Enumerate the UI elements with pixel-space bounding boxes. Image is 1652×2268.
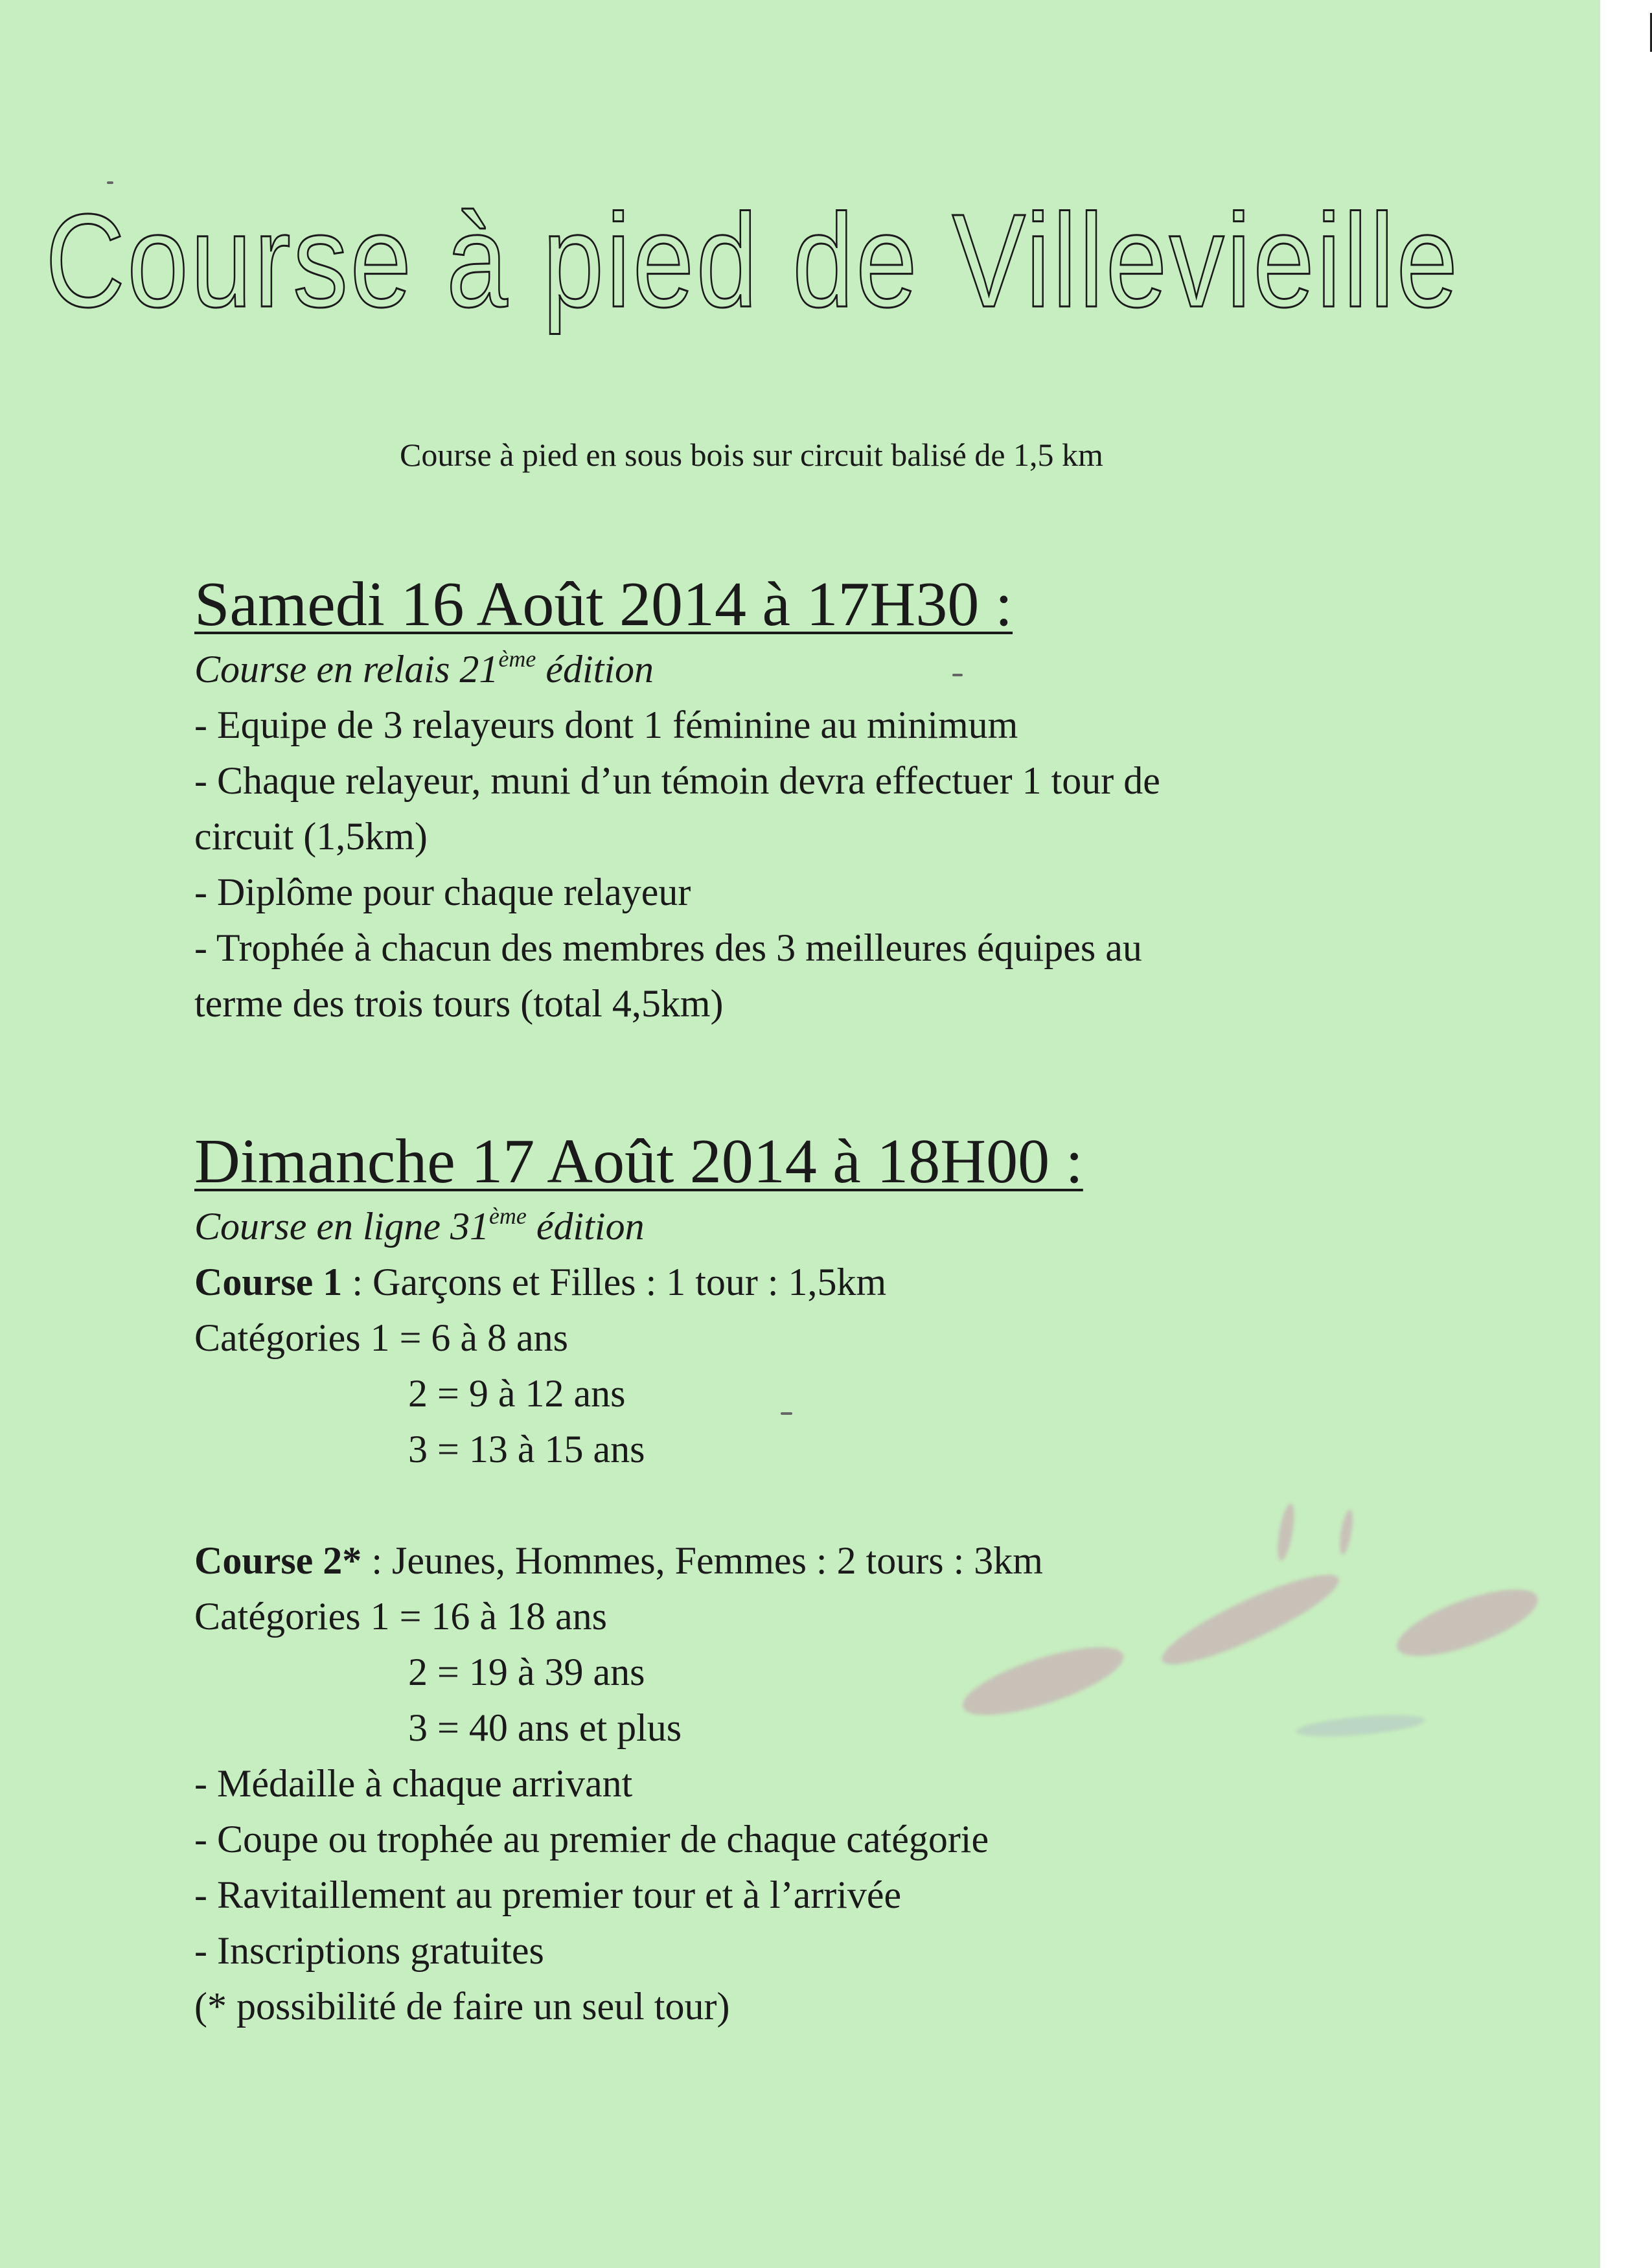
saturday-line: terme des trois tours (total 4,5km): [194, 981, 724, 1025]
saturday-line: - Equipe de 3 relayeurs dont 1 féminine au minimum: [194, 703, 1018, 746]
course2-category: 2 = 19 à 39 ans: [408, 1650, 645, 1693]
sunday-line: (* possibilité de faire un seul tour): [194, 1984, 730, 2028]
course1-desc: : Garçons et Filles : 1 tour : 1,5km: [342, 1260, 887, 1303]
saturday-edition-tail: édition: [536, 647, 654, 691]
flyer-subtitle: Course à pied en sous bois sur circuit balisé de 1,5 km: [400, 437, 1103, 473]
sunday-edition-tail: édition: [526, 1204, 645, 1248]
section-spacer: [194, 1477, 1522, 1533]
sunday-line: - Inscriptions gratuites: [194, 1929, 544, 1972]
saturday-section: [194, 570, 1522, 1031]
saturday-line: - Chaque relayeur, muni d’un témoin devra effectuer 1 tour de: [194, 759, 1160, 802]
sunday-line: - Coupe ou trophée au premier de chaque catégorie: [194, 1817, 989, 1861]
saturday-line: - Trophée à chacun des membres des 3 meilleures équipes au: [194, 926, 1142, 969]
course2-categories-label: Catégories 1 = 16 à 18 ans: [194, 1594, 608, 1638]
course1-line: [194, 1254, 1522, 1310]
saturday-edition: [194, 641, 1522, 697]
course2-desc: : Jeunes, Hommes, Femmes : 2 tours : 3km: [361, 1539, 1043, 1582]
course2-label: Course 2*: [194, 1539, 362, 1582]
scan-speck: [952, 674, 963, 676]
scan-speck: [107, 181, 113, 184]
course1-categories-label: Catégories 1 = 6 à 8 ans: [194, 1316, 569, 1359]
sunday-edition: [194, 1198, 1522, 1254]
saturday-heading: Samedi 16 Août 2014 à 17H30 :: [194, 569, 1013, 639]
sunday-heading: Dimanche 17 Août 2014 à 18H00 :: [194, 1127, 1083, 1197]
sunday-line: - Ravitaillement au premier tour et à l’arrivée: [194, 1873, 902, 1916]
sunday-edition-text: Course en ligne 31: [194, 1204, 489, 1248]
saturday-edition-text: Course en relais 21: [194, 647, 499, 691]
course1-category: 3 = 13 à 15 ans: [408, 1427, 645, 1471]
course1-label: Course 1: [194, 1260, 343, 1303]
course1-category: 2 = 9 à 12 ans: [408, 1371, 626, 1415]
scan-speck: [781, 1412, 792, 1415]
saturday-line: circuit (1,5km): [194, 814, 428, 858]
saturday-edition-sup: ème: [498, 645, 536, 672]
flyer-title: Course à pied de Villevieille: [45, 187, 1460, 335]
saturday-line: - Diplôme pour chaque relayeur: [194, 870, 691, 913]
sunday-edition-sup: ème: [488, 1202, 527, 1229]
course2-category: 3 = 40 ans et plus: [408, 1706, 682, 1749]
sunday-line: - Médaille à chaque arrivant: [194, 1761, 633, 1805]
